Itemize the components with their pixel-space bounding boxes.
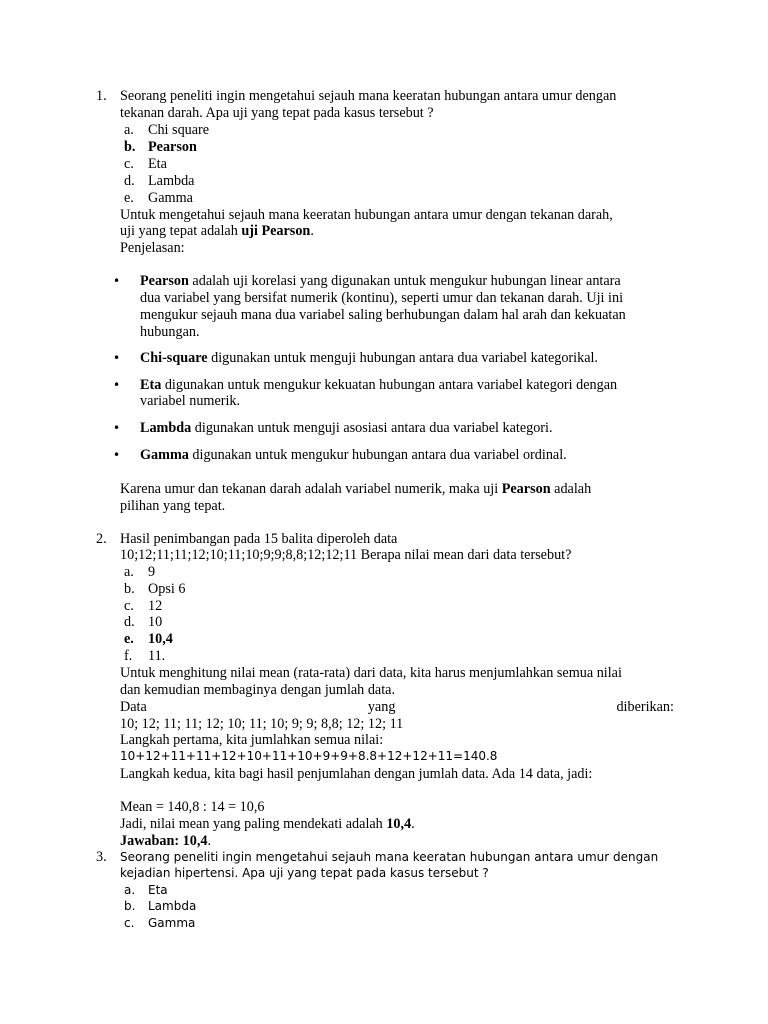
bullet-text (140, 447, 674, 464)
answer-line: Untuk mengetahui sejauh mana keeratan hubungan antara umur dengan tekanan darah, (120, 207, 613, 223)
conclusion-line (120, 481, 674, 498)
question-text: Seorang peneliti ingin mengetahui sejauh mana keeratan hubungan antara umur dengan (120, 88, 617, 104)
answer-highlight: uji Pearson (241, 223, 311, 239)
data-given-line (120, 699, 674, 716)
option-letter-correct: b. (124, 139, 136, 155)
option-text: Chi square (148, 122, 210, 138)
bullet-term: Chi-square (140, 350, 208, 366)
bullet-text (140, 377, 674, 394)
bullet-term: Pearson (140, 273, 189, 289)
option-letter: b. (124, 899, 136, 913)
option-text: 11. (148, 648, 166, 664)
conclusion-text: Karena umur dan tekanan darah adalah variabel numerik, maka uji (120, 481, 502, 497)
conclusion-text: adalah (550, 481, 592, 497)
option-text: 10 (148, 614, 163, 630)
bullet-text (140, 273, 674, 290)
explanation-line: Untuk menghitung nilai mean (rata-rata) dari data, kita harus menjumlahkan semua nilai (120, 665, 622, 681)
option-letter: a. (124, 883, 136, 897)
data-word: diberikan: (616, 699, 674, 715)
bullet-line: digunakan untuk menguji asosiasi antara dua variabel kategori. (191, 420, 553, 436)
explanation-label: Penjelasan: (120, 240, 185, 256)
step-two: Langkah kedua, kita bagi hasil penjumlahan dengan jumlah data. Ada 14 data, jadi: (120, 766, 593, 782)
step-one: Langkah pertama, kita jumlahkan semua nilai: (120, 732, 384, 748)
bullet-line: adalah uji korelasi yang digunakan untuk mengukur hubungan linear antara (188, 273, 621, 289)
answer-text: uji yang tepat adalah (120, 223, 242, 239)
bullet-term: Gamma (140, 447, 189, 463)
data-word: yang (367, 699, 396, 715)
option-letter: c. (124, 916, 135, 930)
bullet-line: digunakan untuk mengukur hubungan antara dua variabel ordinal. (188, 447, 567, 463)
bullet-icon: • (113, 351, 121, 365)
sum-expression: 10+12+11+11+12+10+11+10+9+9+8.8+12+12+11=140.8 (120, 749, 498, 763)
explanation-line: dan kemudian membaginya dengan jumlah data. (120, 682, 395, 698)
final-answer-punct: . (207, 833, 212, 849)
bullet-icon: • (113, 378, 121, 392)
option-letter: c. (124, 156, 134, 172)
closest-text: Jadi, nilai mean yang paling mendekati adalah (120, 816, 387, 832)
bullet-line: variabel numerik. (140, 393, 241, 409)
option-letter-correct: e. (124, 631, 134, 647)
bullet-line: digunakan untuk mengukur kekuatan hubungan antara variabel kategori dengan (161, 377, 618, 393)
option-letter: a. (124, 122, 134, 138)
bullet-term: Eta (140, 377, 162, 393)
question-text-line: Hasil penimbangan pada 15 balita diperoleh data (120, 531, 398, 547)
conclusion-highlight: Pearson (501, 481, 551, 497)
final-answer-text: Jawaban: 10,4 (120, 833, 208, 849)
bullet-line: hubungan. (140, 324, 200, 340)
data-word: Data (120, 699, 147, 715)
question-number: 1. (96, 88, 107, 104)
option-letter: f. (124, 648, 133, 664)
question-number: 2. (96, 531, 107, 547)
question-text-line: Seorang peneliti ingin mengetahui sejauh mana keeratan hubungan antara umur dengan (120, 850, 659, 864)
question-text-line (120, 88, 674, 105)
option-text: Eta (148, 156, 167, 172)
question-text-line: kejadian hipertensi. Apa uji yang tepat pada kasus tersebut ? (120, 866, 489, 880)
data-values: 10; 12; 11; 11; 12; 10; 11; 10; 9; 9; 8,8; 12; 12; 11 (120, 716, 404, 732)
option-text: 12 (148, 598, 163, 614)
option-text: Lambda (148, 173, 195, 189)
bullet-line: digunakan untuk menguji hubungan antara dua variabel kategorikal. (207, 350, 598, 366)
option-letter: e. (124, 190, 134, 206)
bullet-text (140, 350, 674, 367)
option-text: Gamma (148, 190, 193, 206)
option-letter: d. (124, 173, 135, 189)
bullet-line: mengukur sejauh mana dua variabel saling berhubungan dalam hal arah dan kekuatan (140, 307, 626, 323)
question-text-line: 10;12;11;11;12;10;11;10;9;9;8,8;12;12;11 Berapa nilai mean dari data tersebut? (120, 547, 572, 563)
question-number: 3. (96, 849, 107, 865)
option-text-correct: 10,4 (148, 631, 173, 647)
closest-text: . (411, 816, 415, 832)
bullet-icon: • (113, 448, 121, 462)
bullet-icon: • (113, 421, 121, 435)
final-answer (120, 833, 674, 850)
closest-value: 10,4 (386, 816, 412, 832)
option-letter: d. (124, 614, 135, 630)
bullet-line: dua variabel yang bersifat numerik (kontinu), seperti umur dan tekanan darah. Uji ini (140, 290, 624, 306)
option-text-correct: Pearson (148, 139, 197, 155)
option-letter: b. (124, 581, 135, 597)
option-text: Gamma (148, 916, 196, 930)
option-letter: c. (124, 598, 134, 614)
closest-line (120, 816, 674, 833)
answer-text: . (310, 223, 314, 239)
answer-line (120, 223, 674, 240)
bullet-icon: • (113, 274, 121, 288)
bullet-term: Lambda (140, 420, 192, 436)
mean-expression: Mean = 140,8 : 14 = 10,6 (120, 799, 265, 815)
conclusion-line: pilihan yang tepat. (120, 498, 226, 514)
option-text: Opsi 6 (148, 581, 186, 597)
option-text: Lambda (148, 899, 197, 913)
bullet-text (140, 420, 674, 437)
option-text: Eta (148, 883, 168, 897)
option-text: 9 (148, 564, 156, 580)
option-letter: a. (124, 564, 134, 580)
question-text-line: tekanan darah. Apa uji yang tepat pada kasus tersebut ? (120, 105, 434, 121)
